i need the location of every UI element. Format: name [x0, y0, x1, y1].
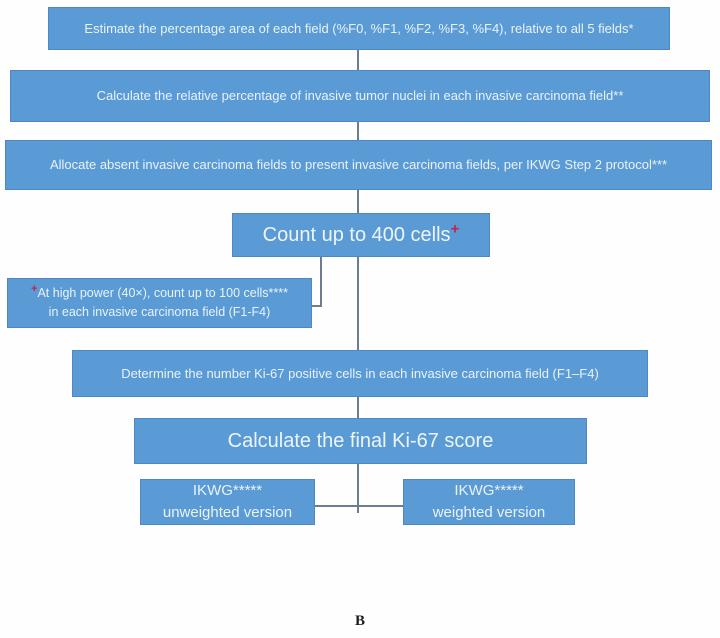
flow-box-label: Estimate the percentage area of each field (%F0, %F1, %F2, %F3, %F4), relative to all 5 fields* [84, 20, 634, 36]
connector-count-to-determine [357, 257, 359, 350]
flow-box-high-power-note [7, 278, 312, 328]
flow-box-ikwg-unweighted [140, 479, 315, 525]
connector-calculate-to-allocate [357, 122, 359, 140]
flow-box-ikwg-weighted [403, 479, 575, 525]
flow-box-label: Calculate the relative percentage of invasive tumor nuclei in each invasive carcinoma field** [96, 88, 624, 104]
connector-count-to-note-vertical [320, 257, 322, 307]
connector-estimate-to-calculate [357, 50, 359, 70]
connector-count-to-note-horizontal [312, 305, 322, 307]
connector-branch-horizontal [315, 505, 403, 507]
figure-panel-label: B [354, 613, 365, 629]
flow-box-label: IKWG***** weighted version [432, 481, 546, 521]
flow-box-label: +At high power (40×), count up to 100 cells**** in each invasive carcinoma field (F1-F4) [31, 282, 288, 319]
flow-box-count-400-cells [232, 213, 490, 257]
red-plus-superscript: + [31, 282, 38, 295]
flow-box-label: Calculate the final Ki-67 score [227, 429, 494, 452]
flow-box-label: IKWG***** unweighted version [162, 481, 293, 521]
flow-box-label: Determine the number Ki-67 positive cells in each invasive carcinoma field (F1–F4) [121, 365, 599, 381]
red-plus-superscript: + [450, 219, 460, 237]
flow-box-label: Allocate absent invasive carcinoma fields to present invasive carcinoma fields, per IKWG Step 2 protocol*** [49, 157, 668, 173]
connector-allocate-to-count [357, 190, 359, 213]
connector-determine-to-final [357, 397, 359, 418]
flow-box-allocate-fields [5, 140, 712, 190]
flow-box-label: Count up to 400 cells+ [262, 219, 460, 246]
flow-box-determine-ki67-positive [72, 350, 648, 397]
flow-box-estimate-percentage-area [48, 7, 670, 50]
flow-box-calculate-relative-percentage [10, 70, 710, 122]
flow-box-calculate-final-score [134, 418, 587, 464]
